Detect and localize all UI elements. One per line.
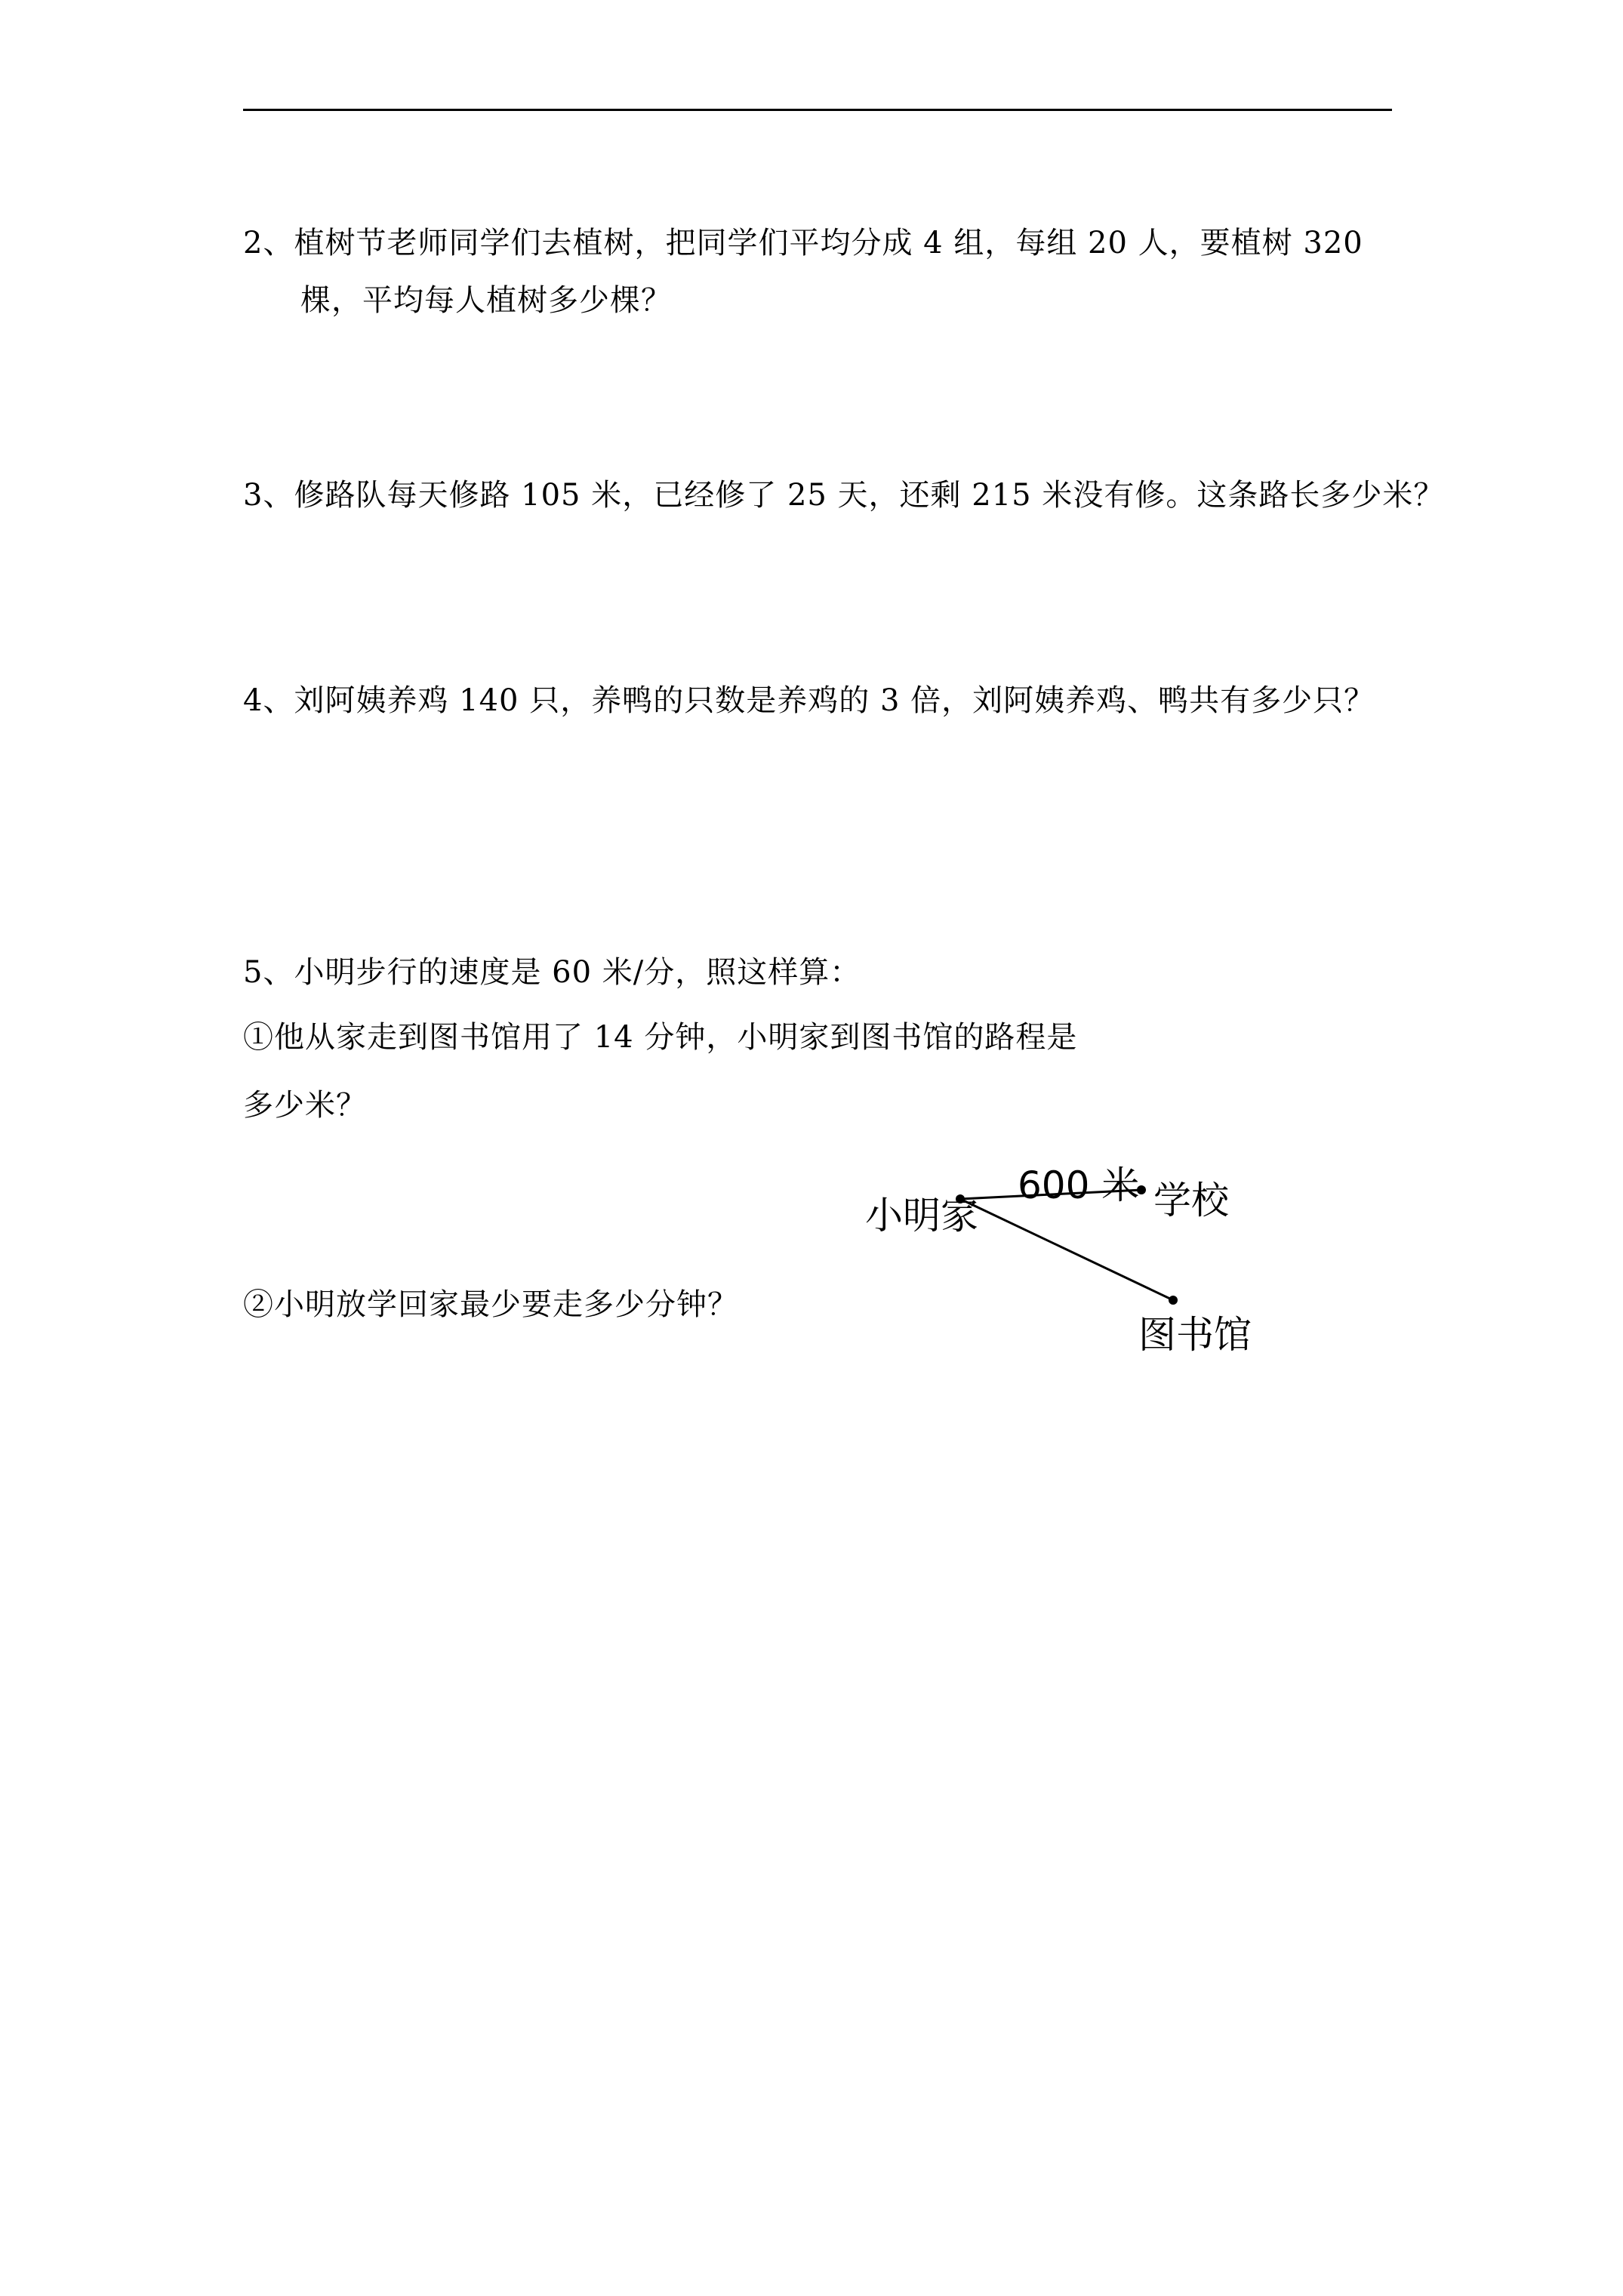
school-label: 学校: [1153, 1179, 1229, 1222]
distance-label: 600 米: [1018, 1163, 1140, 1207]
problem-4-line-1: 4、刘阿姨养鸡 140 只，养鸭的只数是养鸡的 3 倍，刘阿姨养鸡、鸭共有多少只？: [243, 683, 1375, 718]
problem-5-question-1-line-2: 多少米？: [243, 1088, 367, 1123]
problem-2-line-2: 棵，平均每人植树多少棵？: [300, 283, 672, 318]
header-rule: [243, 109, 1392, 111]
library-label: 图书馆: [1138, 1313, 1252, 1357]
problem-5-question-2: ②小明放学回家最少要走多少分钟？: [243, 1287, 738, 1322]
route-diagram: [830, 1148, 1359, 1404]
home-library-route: [960, 1199, 1173, 1300]
problem-5-question-1-line-1: ①他从家走到图书馆用了 14 分钟，小明家到图书馆的路程是: [243, 1020, 1078, 1055]
library-point: [1169, 1296, 1178, 1305]
problem-5-intro: 5、小明步行的速度是 60 米/分，照这样算：: [243, 955, 861, 990]
home-label: 小明家: [865, 1194, 978, 1237]
problem-2-line-1: 2、植树节老师同学们去植树，把同学们平均分成 4 组，每组 20 人，要植树 320: [243, 226, 1363, 260]
problem-3-line-1: 3、修路队每天修路 105 米，已经修了 25 天，还剩 215 米没有修。这条路长多少米？: [243, 478, 1445, 513]
